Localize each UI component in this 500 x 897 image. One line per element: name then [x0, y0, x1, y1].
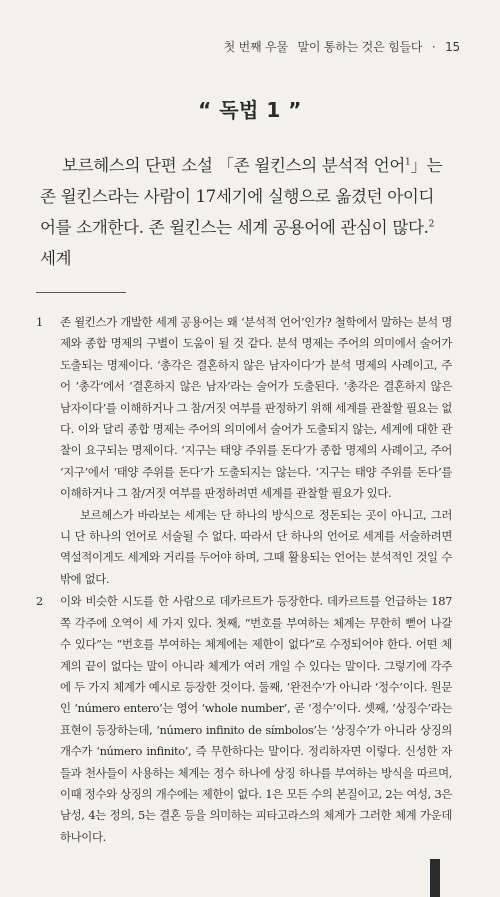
- footnote-number: 1: [36, 315, 43, 329]
- footnote-number: 2: [36, 594, 43, 609]
- footnote-1: [36, 312, 452, 590]
- footnote-paragraph: 이와 비슷한 시도를 한 사람으로 데카르트가 등장한다. 데카르트를 언급하는 187쪽 각주에 오역이 세 가지 있다. 첫째, “번호를 부여하는 체계는 무한히 뻗어 나갈 수 있다”는 “번호를 부여하는 체계에는 제한이 없다”로 수정되어야 한다. 어떤 체계의 끝이 없다는 말이 아니라 체계가 여러 개일 수 있다는 말이다. 그렇기에 각주에 두 가지 체계가 예시로 등장한 것이다. 둘째, ‘완전수’가 아니라 ‘정수’이다. 원문인 ‘número entero’는 영어 ‘whole number’, 곧 ‘정수’이다. 셋째, ‘상징수’라는 표현이 등장하는데, ‘número infinito de símbolos’는 ‘상징수’가 아니라 상징의 개수가 ‘número infinito’, 즉 무한하다는 말이다. 정리하자면 이렇다. 신성한 자들과 천사들이 사용하는 체계는 정수 하나에 상징 하나를 부여하는 방식을 따르며, 이때 정수와 상징의 개수에는 제한이 없다. 1은 모든 수의 본질이고, 2는 여성, 3은 남성, 4는 정의, 5는 결혼 등을 의미하는 피타고라스의 체계가 그러한 체계 가운데 하나이다.: [60, 594, 452, 844]
- body-text-part-2: 」는 존 윌킨스라는 사람이 17세기에 실행으로 옮겼던 아이디어를 소개한다. 존 윌킨스는 세계 공용어에 관심이 많다.: [40, 156, 443, 237]
- body-text: [40, 150, 448, 274]
- body-text-part-1: 보르헤스의 단편 소설 「존 윌킨스의 분석적 언어: [62, 156, 406, 175]
- page-number: 15: [445, 40, 460, 54]
- footnotes: [36, 312, 452, 848]
- chapter-label: 첫 번째 우물: [223, 40, 288, 54]
- footnote-paragraph: 존 윌킨스가 개발한 세계 공용어는 왜 ‘분석적 언어’인가? 철학에서 말하는 분석 명제와 종합 명제의 구별이 도움이 될 것 같다. 분석 명제는 주어의 의미에서 술어가 도출되는 명제이다. ‘총각은 결혼하지 않은 남자이다’가 분석 명제의 사례이고, 주어 ‘총각’에서 ‘결혼하지 않은 남자’라는 술어가 도출된다. ‘총각은 결혼하지 않은 남자이다’를 이해하거나 그 참/거짓 여부를 판정하기 위해 세계를 관찰할 필요는 없다. 이와 달리 종합 명제는 주어의 의미에서 술어가 도출되지 않는, 세계에 대한 관찰이 요구되는 명제이다. ‘지구는 태양 주위를 돈다’가 종합 명제의 사례이고, 주어 ‘지구’에서 ‘태양 주위를 돈다’가 도출되지는 않는다. ‘지구는 태양 주위를 돈다’를 이해하거나 그 참/거짓 여부를 판정하려면 세계를 관찰할 필요가 있다.: [60, 315, 452, 501]
- footnote-ref-1: 1: [405, 157, 411, 168]
- page-edge-mark: [430, 859, 440, 897]
- footnote-text: [60, 312, 452, 590]
- footnote-text: [60, 591, 452, 848]
- footnote-2: [36, 591, 452, 848]
- running-header: [218, 38, 460, 55]
- footnote-rule: [36, 292, 126, 293]
- footnote-ref-2: 2: [428, 219, 434, 230]
- chapter-title: 말이 통하는 것은 힘들다: [297, 40, 423, 54]
- body-paragraph: [40, 150, 448, 274]
- body-text-part-3: 세계: [40, 249, 72, 268]
- footnote-paragraph: 보르헤스가 바라보는 세계는 단 하나의 방식으로 정돈되는 곳이 아니고, 그러니 단 하나의 언어로 서술될 수 없다. 따라서 단 하나의 언어로 세계를 서술하려면 역설적이게도 세계와 거리를 두어야 하며, 그때 활용되는 언어는 분석적인 것일 수밖에 없다.: [60, 507, 452, 586]
- header-separator: ·: [431, 40, 436, 54]
- section-title: “ 독법 1 ”: [198, 98, 302, 122]
